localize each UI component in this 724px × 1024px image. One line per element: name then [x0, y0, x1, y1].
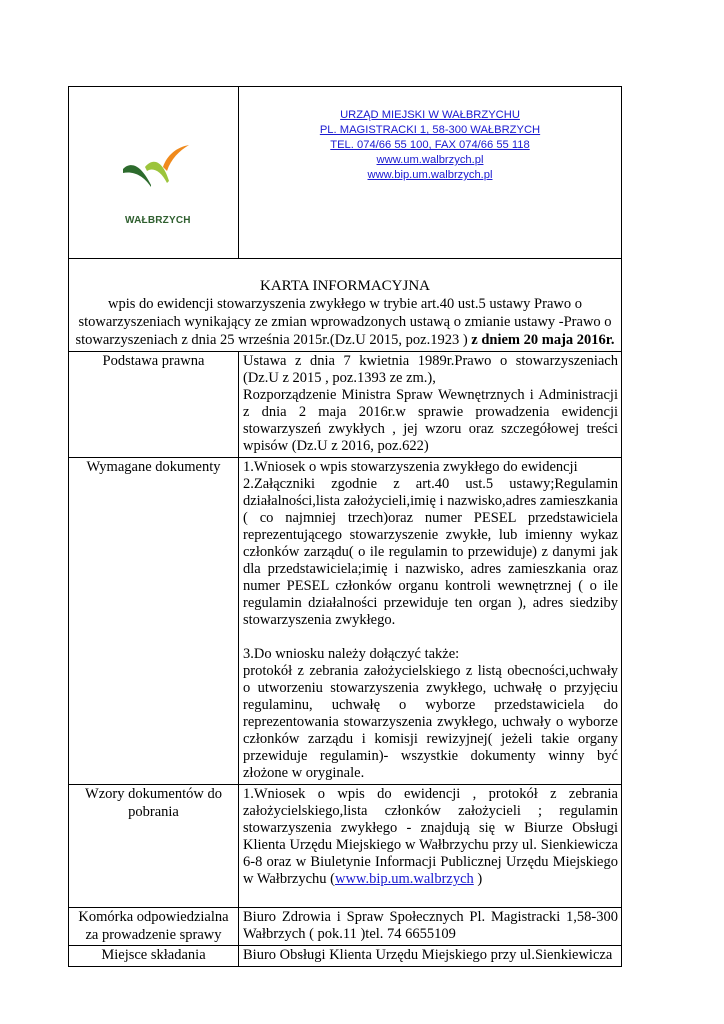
info-card-table: [68, 86, 622, 967]
submission-place-row: [69, 946, 622, 967]
walbrzych-logo: [107, 127, 207, 226]
templates-text: [243, 786, 618, 888]
responsible-unit-row: [69, 908, 622, 946]
bip-website-link[interactable]: www.bip.um.walbrzych.pl: [367, 169, 493, 181]
logo-graphic-icon: [107, 127, 207, 207]
templates-row: [69, 785, 622, 908]
title-cell: [69, 259, 622, 352]
office-address-cell: [239, 87, 622, 259]
required-doc-item-3-details: protokół z zebrania założycielskiego z listą obecności,uchwały o utworzeniu stowarzyszenia zwykłego, uchwałę o przyjęciu regulaminu, uchwałę o wyborze przedstawiciela do reprezentowania stowarzyszenia zwykłego, uchwały o wyborze członków zarządu i komisji rewizyjnej( jeżeli takie organy przewiduje regulamin)- wszystkie dokumenty winny być złożone w oryginale.: [243, 663, 618, 781]
responsible-unit-content: Biuro Zdrowia i Spraw Społecznych Pl. Magistracki 1,58-300 Wałbrzych ( pok.11 )tel. 74 6655109: [239, 908, 622, 946]
title-row: [69, 259, 622, 352]
website-link[interactable]: www.um.walbrzych.pl: [376, 154, 484, 166]
templates-text-before: 1.Wniosek o wpis do ewidencji , protokół z zebrania założycielskiego,lista członków założycieli ; regulamin stowarzyszenia zwykłego - znajdują się w Biurze Obsługi Klienta Urzędu Miejskiego w Wałbrzychu przy ul. Sienkiewicza 6-8 oraz w Biuletynie Informacji Publicznej Urzędu Miejskiego w Wałbrzychu (: [243, 786, 618, 887]
document-page: [68, 86, 621, 967]
title-description: wpis do ewidencji stowarzyszenia zwykłego w trybie art.40 ust.5 ustawy Prawo o stowarzyszeniach wynikający ze zmian wprowadzonych ustawą o zmianie ustawy -Prawo o stowarzyszeniach z dnia 25 września 2015r.(Dz.U 2015, poz.1923 ): [75, 296, 612, 348]
submission-place-content: Biuro Obsługi Klienta Urzędu Miejskiego przy ul.Sienkiewicza: [239, 946, 622, 967]
row-label: Komórka odpowiedzialna za prowadzenie sprawy: [69, 908, 239, 946]
spacer: [243, 629, 618, 646]
required-doc-item-3: 3.Do wniosku należy dołączyć także:: [243, 646, 460, 662]
required-documents-row: [69, 458, 622, 785]
header-row: [69, 87, 622, 259]
legal-basis-regulation: Rozporządzenie Ministra Spraw Wewnętrznych i Administracji z dnia 2 maja 2016r.w sprawie prowadzenia ewidencji stowarzyszeń zwykłych , jej wzoru oraz szczegółowej treści wpisów (Dz.U z 2016, poz.622): [243, 387, 618, 454]
legal-basis-row: [69, 352, 622, 458]
page-title: KARTA INFORMACYJNA: [259, 278, 430, 294]
row-label: Miejsce składania: [69, 946, 239, 967]
required-doc-item-2: 2.Załączniki zgodnie z art.40 ust.5 ustawy;Regulamin działalności,lista założycieli,imię i nazwisko,adres zamieszkania ( co najmniej trzech)oraz numer PESEL przedstawiciela reprezentującego stowarzyszenie zwykłe, lub imienny wykaz członków zarządu( o ile regulamin to przewiduje) z danymi jak dla przedstawiciela;imię i nazwisko, adres zamieszkania oraz numer PESEL członków organu kontroli wewnętrznej ( o ile regulamin działalności przewiduje ten organ ), adres siedziby stowarzyszenia zwykłego.: [243, 476, 618, 628]
required-documents-content: [239, 458, 622, 785]
required-doc-item-1: 1.Wniosek o wpis stowarzyszenia zwykłego do ewidencji: [243, 459, 578, 475]
templates-text-after: ): [473, 871, 483, 887]
office-phone-link[interactable]: TEL. 074/66 55 100, FAX 074/66 55 118: [330, 139, 530, 151]
office-address-link[interactable]: PL. MAGISTRACKI 1, 58-300 WAŁBRZYCH: [319, 124, 541, 136]
bip-link[interactable]: www.bip.um.walbrzych: [334, 871, 474, 887]
office-name-link[interactable]: URZĄD MIEJSKI W WAŁBRZYCHU: [340, 109, 520, 121]
logo-text: WAŁBRZYCH: [125, 215, 191, 226]
templates-content: [239, 785, 622, 908]
legal-basis-content: [239, 352, 622, 458]
row-label: Podstawa prawna: [69, 352, 239, 458]
effective-date: z dniem 20 maja 2016r.: [471, 332, 615, 348]
spacer: [243, 888, 618, 905]
row-label: Wymagane dokumenty: [69, 458, 239, 785]
logo-cell: [69, 87, 239, 259]
legal-basis-act: Ustawa z dnia 7 kwietnia 1989r.Prawo o stowarzyszeniach (Dz.U z 2015 , poz.1393 ze zm.),: [243, 353, 618, 386]
row-label: Wzory dokumentów do pobrania: [69, 785, 239, 908]
